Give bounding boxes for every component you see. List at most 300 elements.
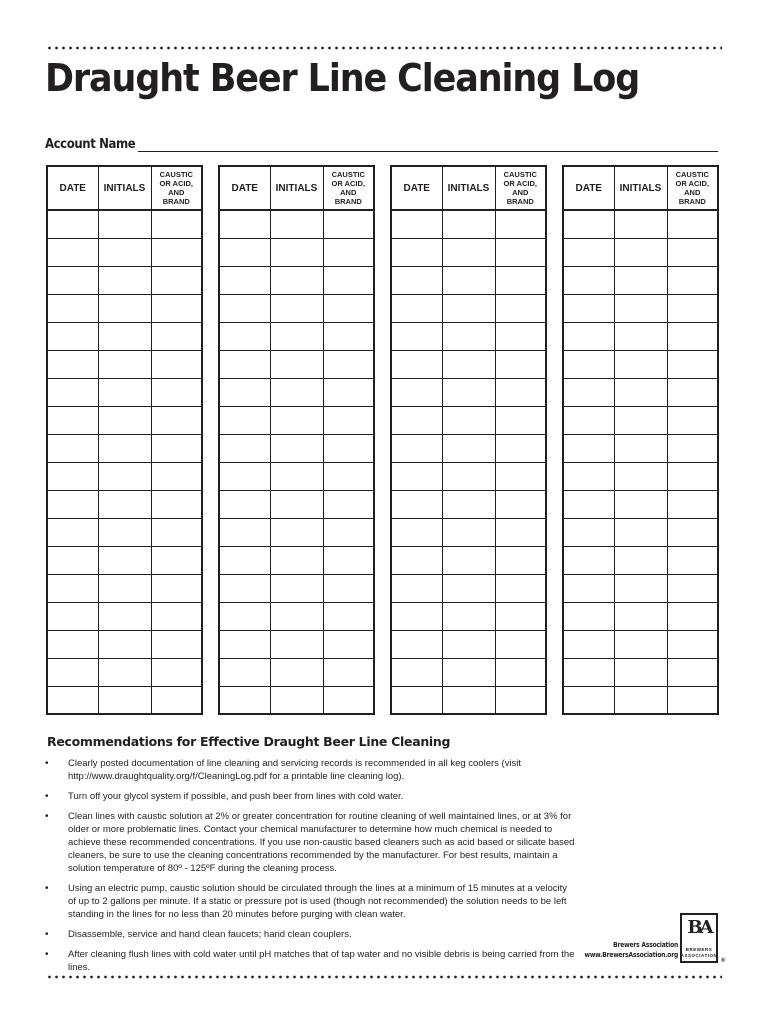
recommendations-list	[45, 757, 575, 981]
initials-cell[interactable]	[442, 406, 495, 434]
brand-cell[interactable]	[323, 658, 374, 686]
table-row	[391, 518, 546, 546]
brand-cell[interactable]	[151, 238, 202, 266]
brand-cell[interactable]	[151, 518, 202, 546]
brand-cell[interactable]	[151, 602, 202, 630]
initials-cell[interactable]	[270, 462, 323, 490]
initials-cell[interactable]	[98, 406, 151, 434]
table-row	[219, 686, 374, 714]
brand-cell[interactable]	[323, 350, 374, 378]
account-name-label: Account Name	[45, 137, 136, 152]
date-cell[interactable]	[391, 406, 442, 434]
table-row	[563, 546, 718, 574]
recommendation-item: • Clean lines with caustic solution at 2% or greater concentration for routine cleaning of well maintained lines, or at 3% for older or more problematic lines. Contact your chemical manufacturer to determine how much chemical is needed to achieve these recommended concentrations. If you use non-caustic based cleaners such as acid based or silicate based cleaners, be sure to use the cleaning concentrations recommended by the manufacturer. For best results, maintain a solution temperature of 80º - 125ºF during the cleaning process.	[45, 810, 575, 875]
brand-cell[interactable]	[495, 574, 546, 602]
initials-cell[interactable]	[442, 210, 495, 238]
date-cell[interactable]	[391, 238, 442, 266]
brand-cell[interactable]	[323, 574, 374, 602]
date-cell[interactable]	[47, 210, 98, 238]
account-name-field[interactable]	[138, 139, 718, 152]
initials-cell[interactable]	[614, 518, 667, 546]
logo-mark: BA	[687, 917, 711, 938]
brand-cell[interactable]	[323, 546, 374, 574]
brand-cell[interactable]	[151, 266, 202, 294]
initials-cell[interactable]	[442, 686, 495, 714]
caustic-or-acid-brand-column-header	[667, 166, 718, 210]
date-cell[interactable]	[219, 238, 270, 266]
brand-cell[interactable]	[151, 406, 202, 434]
initials-cell[interactable]	[614, 658, 667, 686]
brand-cell[interactable]	[667, 322, 718, 350]
date-cell[interactable]	[563, 574, 614, 602]
initials-cell[interactable]	[270, 574, 323, 602]
date-cell[interactable]	[219, 630, 270, 658]
date-cell[interactable]	[47, 378, 98, 406]
header-line: OR ACID,	[675, 179, 709, 188]
brand-cell[interactable]	[495, 294, 546, 322]
initials-cell[interactable]	[270, 630, 323, 658]
date-cell[interactable]	[563, 686, 614, 714]
table-row	[47, 686, 202, 714]
header-line: AND	[168, 188, 185, 197]
brand-cell[interactable]	[495, 630, 546, 658]
brand-cell[interactable]	[667, 210, 718, 238]
initials-cell[interactable]	[442, 602, 495, 630]
initials-cell[interactable]	[442, 490, 495, 518]
initials-column-header: INITIALS	[98, 166, 151, 210]
table-row	[219, 434, 374, 462]
date-cell[interactable]	[563, 378, 614, 406]
brand-cell[interactable]	[667, 462, 718, 490]
date-cell[interactable]	[219, 406, 270, 434]
table-row	[219, 350, 374, 378]
brand-cell[interactable]	[667, 406, 718, 434]
brand-cell[interactable]	[495, 490, 546, 518]
initials-cell[interactable]	[442, 378, 495, 406]
table-row	[563, 406, 718, 434]
initials-cell[interactable]	[98, 378, 151, 406]
initials-cell[interactable]	[98, 266, 151, 294]
brand-cell[interactable]	[495, 658, 546, 686]
date-cell[interactable]	[563, 546, 614, 574]
brand-cell[interactable]	[495, 546, 546, 574]
initials-cell[interactable]	[614, 546, 667, 574]
date-cell[interactable]	[47, 294, 98, 322]
initials-cell[interactable]	[270, 266, 323, 294]
date-cell[interactable]	[47, 518, 98, 546]
table-row	[391, 294, 546, 322]
table-row	[391, 266, 546, 294]
table-row	[391, 434, 546, 462]
date-cell[interactable]	[563, 462, 614, 490]
brand-cell[interactable]	[495, 602, 546, 630]
date-cell[interactable]	[391, 658, 442, 686]
initials-cell[interactable]	[614, 238, 667, 266]
brand-cell[interactable]	[151, 322, 202, 350]
initials-cell[interactable]	[614, 630, 667, 658]
date-cell[interactable]	[219, 658, 270, 686]
initials-cell[interactable]	[614, 322, 667, 350]
table-row	[563, 294, 718, 322]
brand-cell[interactable]	[667, 602, 718, 630]
brewers-association-credit	[584, 940, 678, 960]
brand-cell[interactable]	[667, 490, 718, 518]
date-cell[interactable]	[47, 434, 98, 462]
table-row	[563, 322, 718, 350]
date-cell[interactable]	[47, 630, 98, 658]
brand-cell[interactable]	[323, 238, 374, 266]
brand-cell[interactable]	[667, 266, 718, 294]
table-row	[219, 210, 374, 238]
date-cell[interactable]	[563, 322, 614, 350]
brand-cell[interactable]	[323, 434, 374, 462]
initials-cell[interactable]	[442, 322, 495, 350]
date-cell[interactable]	[391, 490, 442, 518]
brand-cell[interactable]	[151, 294, 202, 322]
brand-cell[interactable]	[323, 378, 374, 406]
caustic-or-acid-brand-column-header	[151, 166, 202, 210]
brand-cell[interactable]	[495, 518, 546, 546]
date-column-header: DATE	[47, 166, 98, 210]
date-cell[interactable]	[391, 294, 442, 322]
brand-cell[interactable]	[667, 658, 718, 686]
table-row	[47, 546, 202, 574]
date-cell[interactable]	[391, 518, 442, 546]
table-row	[563, 518, 718, 546]
brand-cell[interactable]	[495, 238, 546, 266]
table-row	[391, 462, 546, 490]
date-cell[interactable]	[391, 322, 442, 350]
initials-cell[interactable]	[442, 266, 495, 294]
initials-cell[interactable]	[98, 238, 151, 266]
logo-text: BREWERS ASSOCIATION	[680, 947, 718, 958]
initials-cell[interactable]	[270, 294, 323, 322]
table-row	[563, 378, 718, 406]
initials-cell[interactable]	[270, 210, 323, 238]
table-row	[563, 434, 718, 462]
page-title: Draught Beer Line Cleaning Log	[45, 56, 640, 100]
brand-cell[interactable]	[667, 574, 718, 602]
initials-cell[interactable]	[442, 434, 495, 462]
initials-cell[interactable]	[270, 658, 323, 686]
date-cell[interactable]	[219, 350, 270, 378]
date-cell[interactable]	[219, 574, 270, 602]
brand-cell[interactable]	[151, 378, 202, 406]
initials-column-header: INITIALS	[270, 166, 323, 210]
date-cell[interactable]	[47, 574, 98, 602]
brand-cell[interactable]	[151, 658, 202, 686]
table-row	[563, 238, 718, 266]
table-row	[391, 210, 546, 238]
brand-cell[interactable]	[323, 294, 374, 322]
initials-cell[interactable]	[98, 574, 151, 602]
date-cell[interactable]	[219, 378, 270, 406]
date-cell[interactable]	[219, 322, 270, 350]
date-cell[interactable]	[47, 462, 98, 490]
brand-cell[interactable]	[323, 602, 374, 630]
header-line: CAUSTIC	[159, 170, 193, 179]
header-line: OR ACID,	[159, 179, 193, 188]
initials-cell[interactable]	[98, 350, 151, 378]
date-cell[interactable]	[563, 518, 614, 546]
date-cell[interactable]	[391, 210, 442, 238]
brand-cell[interactable]	[151, 210, 202, 238]
brand-cell[interactable]	[667, 238, 718, 266]
initials-cell[interactable]	[270, 686, 323, 714]
table-row	[391, 658, 546, 686]
initials-cell[interactable]	[98, 434, 151, 462]
date-cell[interactable]	[47, 686, 98, 714]
date-cell[interactable]	[391, 462, 442, 490]
brand-cell[interactable]	[151, 490, 202, 518]
date-cell[interactable]	[391, 630, 442, 658]
brand-cell[interactable]	[667, 294, 718, 322]
header-line: CAUSTIC	[675, 170, 709, 179]
initials-cell[interactable]	[614, 574, 667, 602]
date-cell[interactable]	[219, 518, 270, 546]
date-cell[interactable]	[391, 266, 442, 294]
table-row	[563, 602, 718, 630]
brand-cell[interactable]	[667, 630, 718, 658]
table-row	[563, 266, 718, 294]
brand-cell[interactable]	[151, 686, 202, 714]
brand-cell[interactable]	[323, 322, 374, 350]
table-row	[47, 658, 202, 686]
table-row	[563, 630, 718, 658]
initials-cell[interactable]	[442, 238, 495, 266]
header-line: AND	[512, 188, 529, 197]
initials-cell[interactable]	[98, 630, 151, 658]
initials-cell[interactable]	[270, 322, 323, 350]
brand-cell[interactable]	[323, 210, 374, 238]
table-header-row	[219, 166, 374, 210]
initials-cell[interactable]	[614, 434, 667, 462]
initials-cell[interactable]	[442, 546, 495, 574]
header-line: BRAND	[162, 197, 190, 206]
table-row	[219, 462, 374, 490]
initials-cell[interactable]	[614, 294, 667, 322]
date-cell[interactable]	[391, 350, 442, 378]
brand-cell[interactable]	[323, 462, 374, 490]
date-cell[interactable]	[47, 602, 98, 630]
initials-cell[interactable]	[614, 462, 667, 490]
brand-cell[interactable]	[151, 574, 202, 602]
brand-cell[interactable]	[667, 378, 718, 406]
brand-cell[interactable]	[495, 406, 546, 434]
date-column-header: DATE	[219, 166, 270, 210]
cleaning-log-table	[218, 165, 375, 715]
initials-cell[interactable]	[98, 518, 151, 546]
initials-cell[interactable]	[98, 462, 151, 490]
initials-cell[interactable]	[442, 658, 495, 686]
table-row	[219, 574, 374, 602]
brand-cell[interactable]	[667, 350, 718, 378]
brand-cell[interactable]	[667, 686, 718, 714]
date-cell[interactable]	[219, 266, 270, 294]
date-cell[interactable]	[219, 294, 270, 322]
initials-cell[interactable]	[270, 518, 323, 546]
date-cell[interactable]	[563, 238, 614, 266]
brand-cell[interactable]	[495, 462, 546, 490]
initials-cell[interactable]	[98, 546, 151, 574]
date-cell[interactable]	[47, 350, 98, 378]
initials-cell[interactable]	[614, 686, 667, 714]
table-row	[219, 490, 374, 518]
brand-cell[interactable]	[667, 434, 718, 462]
date-cell[interactable]	[47, 322, 98, 350]
initials-cell[interactable]	[270, 434, 323, 462]
initials-cell[interactable]	[614, 350, 667, 378]
date-cell[interactable]	[391, 378, 442, 406]
initials-cell[interactable]	[442, 294, 495, 322]
brand-cell[interactable]	[323, 686, 374, 714]
brand-cell[interactable]	[323, 630, 374, 658]
date-cell[interactable]	[47, 658, 98, 686]
brand-cell[interactable]	[323, 490, 374, 518]
table-row	[219, 238, 374, 266]
date-cell[interactable]	[47, 490, 98, 518]
initials-cell[interactable]	[98, 210, 151, 238]
date-cell[interactable]	[219, 686, 270, 714]
table-row	[563, 658, 718, 686]
initials-cell[interactable]	[98, 322, 151, 350]
initials-cell[interactable]	[270, 378, 323, 406]
date-cell[interactable]	[219, 462, 270, 490]
initials-cell[interactable]	[614, 210, 667, 238]
initials-cell[interactable]	[614, 602, 667, 630]
table-row	[47, 238, 202, 266]
date-cell[interactable]	[47, 546, 98, 574]
recommendation-item: • Turn off your glycol system if possible, and push beer from lines with cold water.	[45, 790, 575, 803]
date-cell[interactable]	[219, 210, 270, 238]
date-cell[interactable]	[563, 434, 614, 462]
date-cell[interactable]	[219, 602, 270, 630]
brand-cell[interactable]	[151, 350, 202, 378]
table-row	[563, 210, 718, 238]
table-row	[563, 490, 718, 518]
date-cell[interactable]	[563, 266, 614, 294]
table-row	[391, 322, 546, 350]
table-row	[47, 462, 202, 490]
initials-cell[interactable]	[270, 546, 323, 574]
header-line: AND	[340, 188, 357, 197]
brand-cell[interactable]	[323, 266, 374, 294]
brand-cell[interactable]	[151, 546, 202, 574]
initials-cell[interactable]	[270, 602, 323, 630]
initials-cell[interactable]	[98, 490, 151, 518]
account-name-row	[45, 134, 718, 152]
brand-cell[interactable]	[151, 630, 202, 658]
org-name: Brewers Association	[613, 941, 678, 949]
header-line: BRAND	[506, 197, 534, 206]
table-row	[219, 378, 374, 406]
registered-mark: ®	[721, 958, 726, 964]
table-header-row	[47, 166, 202, 210]
brand-cell[interactable]	[323, 406, 374, 434]
initials-cell[interactable]	[270, 490, 323, 518]
table-header-row	[391, 166, 546, 210]
initials-cell[interactable]	[614, 406, 667, 434]
brand-cell[interactable]	[495, 322, 546, 350]
date-cell[interactable]	[563, 658, 614, 686]
header-line: BRAND	[678, 197, 706, 206]
initials-column-header: INITIALS	[442, 166, 495, 210]
initials-cell[interactable]	[442, 518, 495, 546]
initials-cell[interactable]	[98, 658, 151, 686]
date-cell[interactable]	[219, 546, 270, 574]
brand-cell[interactable]	[495, 434, 546, 462]
initials-cell[interactable]	[442, 574, 495, 602]
bottom-dotted-rule	[46, 975, 722, 979]
date-column-header: DATE	[391, 166, 442, 210]
table-row	[391, 574, 546, 602]
brand-cell[interactable]	[495, 686, 546, 714]
date-cell[interactable]	[219, 490, 270, 518]
header-line: OR ACID,	[331, 179, 365, 188]
date-column-header: DATE	[563, 166, 614, 210]
initials-cell[interactable]	[614, 266, 667, 294]
table-row	[563, 686, 718, 714]
recommendation-item: • Using an electric pump, caustic solution should be circulated through the lines at a minimum of 15 minutes at a velocity of up to 2 gallons per minute. If a static or pressure pot is used (though not recommended) the solution needs to be left standing in the lines for no less than 20 minutes before purging with clean water.	[45, 882, 575, 921]
brand-cell[interactable]	[667, 546, 718, 574]
date-cell[interactable]	[563, 350, 614, 378]
initials-cell[interactable]	[98, 686, 151, 714]
initials-cell[interactable]	[442, 350, 495, 378]
date-cell[interactable]	[563, 294, 614, 322]
recommendation-item: • After cleaning flush lines with cold water until pH matches that of tap water and no visible debris is being carried from the lines.	[45, 948, 575, 974]
date-cell[interactable]	[391, 574, 442, 602]
brand-cell[interactable]	[667, 518, 718, 546]
brand-cell[interactable]	[323, 518, 374, 546]
caustic-or-acid-brand-column-header	[323, 166, 374, 210]
initials-cell[interactable]	[98, 294, 151, 322]
date-cell[interactable]	[391, 546, 442, 574]
brand-cell[interactable]	[495, 210, 546, 238]
date-cell[interactable]	[47, 406, 98, 434]
brand-cell[interactable]	[151, 462, 202, 490]
date-cell[interactable]	[219, 434, 270, 462]
cleaning-log-table	[390, 165, 547, 715]
initials-cell[interactable]	[270, 406, 323, 434]
table-row	[391, 686, 546, 714]
brand-cell[interactable]	[495, 350, 546, 378]
date-cell[interactable]	[47, 266, 98, 294]
header-line: CAUSTIC	[503, 170, 537, 179]
date-cell[interactable]	[563, 630, 614, 658]
initials-cell[interactable]	[442, 630, 495, 658]
date-cell[interactable]	[563, 210, 614, 238]
brand-cell[interactable]	[495, 266, 546, 294]
table-row	[219, 518, 374, 546]
date-cell[interactable]	[563, 602, 614, 630]
brand-cell[interactable]	[495, 378, 546, 406]
initials-cell[interactable]	[270, 350, 323, 378]
initials-cell[interactable]	[442, 462, 495, 490]
date-cell[interactable]	[391, 686, 442, 714]
date-cell[interactable]	[563, 406, 614, 434]
initials-cell[interactable]	[614, 490, 667, 518]
initials-cell[interactable]	[98, 602, 151, 630]
date-cell[interactable]	[391, 602, 442, 630]
table-row	[391, 350, 546, 378]
date-cell[interactable]	[563, 490, 614, 518]
brewers-association-logo-icon	[680, 913, 718, 963]
date-cell[interactable]	[391, 434, 442, 462]
date-cell[interactable]	[47, 238, 98, 266]
brand-cell[interactable]	[151, 434, 202, 462]
initials-cell[interactable]	[614, 378, 667, 406]
initials-cell[interactable]	[270, 238, 323, 266]
